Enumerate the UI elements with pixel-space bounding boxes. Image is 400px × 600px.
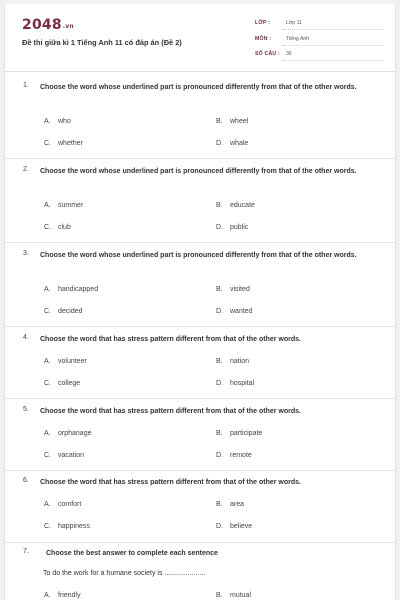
option-c[interactable] [44, 523, 90, 530]
option-letter: C. [44, 308, 51, 315]
option-text: visited [230, 286, 250, 293]
option-b[interactable] [216, 501, 244, 508]
option-d[interactable] [216, 380, 254, 387]
option-text: college [58, 380, 81, 387]
option-text: wanted [230, 308, 253, 315]
exam-page [4, 4, 396, 600]
question-number: 4. [23, 334, 29, 341]
meta-grade-label: LỚP : [255, 20, 271, 26]
option-text: wheel [230, 118, 249, 125]
option-text: whether [58, 140, 83, 147]
option-letter: C. [44, 380, 51, 387]
option-text: friendly [58, 592, 81, 599]
option-text: vacation [58, 452, 85, 459]
question-divider [5, 242, 396, 243]
question-divider [5, 542, 396, 543]
option-letter: A. [44, 118, 51, 125]
logo-suffix: .vn [62, 23, 74, 30]
option-b[interactable] [216, 202, 255, 209]
question-number: 5. [23, 406, 29, 413]
option-text: handicapped [58, 286, 99, 293]
option-text: summer [58, 202, 84, 209]
option-letter: A. [44, 202, 51, 209]
option-c[interactable] [44, 140, 83, 147]
question-text: Choose the word that has stress pattern different from that of the other words. [40, 408, 301, 415]
option-letter: A. [44, 592, 51, 599]
option-a[interactable] [44, 358, 87, 365]
option-letter: D. [216, 224, 223, 231]
question-text: Choose the best answer to complete each sentence [46, 550, 218, 557]
option-letter: C. [44, 452, 51, 459]
option-text: area [230, 501, 245, 508]
question-sentence: To do the work for a humane society is ..................... [43, 570, 206, 577]
question-divider [5, 158, 396, 159]
meta-count [255, 51, 383, 63]
meta-grade-value: Lớp 11 [286, 20, 302, 26]
option-a[interactable] [44, 501, 81, 508]
option-d[interactable] [216, 308, 253, 315]
option-letter: C. [44, 224, 51, 231]
option-letter: B. [216, 118, 223, 125]
meta-subject [255, 36, 383, 48]
option-text: participate [230, 430, 263, 437]
option-letter: D. [216, 308, 223, 315]
logo-text: 2048 [22, 17, 62, 33]
option-letter: A. [44, 430, 51, 437]
site-logo[interactable] [22, 17, 74, 33]
option-text: orphanage [58, 430, 92, 437]
option-text: who [58, 118, 71, 125]
option-letter: B. [216, 430, 223, 437]
option-c[interactable] [44, 224, 71, 231]
option-letter: C. [44, 140, 51, 147]
option-letter: A. [44, 358, 51, 365]
meta-subject-label: MÔN : [255, 36, 272, 42]
option-c[interactable] [44, 308, 83, 315]
question-text: Choose the word that has stress pattern different from that of the other words. [40, 479, 301, 486]
option-text: happiness [58, 523, 90, 530]
meta-subject-line [283, 45, 383, 46]
question-text: Choose the word whose underlined part is pronounced differently from that of the other words. [40, 84, 357, 91]
meta-grade [255, 20, 383, 32]
option-letter: A. [44, 501, 51, 508]
question-text: Choose the word whose underlined part is pronounced differently from that of the other words. [40, 168, 357, 175]
exam-title: Đề thi giữa kì 1 Tiếng Anh 11 có đáp án (Đề 2) [22, 38, 182, 47]
option-text: nation [230, 358, 250, 365]
option-letter: C. [44, 523, 51, 530]
question-number: 2. [23, 166, 29, 173]
option-d[interactable] [216, 523, 252, 530]
option-b[interactable] [216, 118, 248, 125]
option-text: hospital [230, 380, 255, 387]
option-d[interactable] [216, 140, 248, 147]
option-text: decided [58, 308, 83, 315]
option-c[interactable] [44, 380, 80, 387]
option-c[interactable] [44, 452, 84, 459]
option-letter: D. [216, 523, 223, 530]
exam-header [5, 4, 396, 72]
option-a[interactable] [44, 430, 91, 437]
meta-count-value: 36 [286, 51, 292, 57]
option-text: volunteer [58, 358, 87, 365]
option-text: club [58, 224, 71, 231]
option-a[interactable] [44, 286, 98, 293]
question-text: Choose the word that has stress pattern different from that of the other words. [40, 336, 301, 343]
option-text: comfort [58, 501, 82, 508]
option-text: mutual [230, 592, 252, 599]
option-text: whale [230, 140, 249, 147]
question-divider [5, 470, 396, 471]
meta-count-line [283, 60, 383, 61]
question-number: 6. [23, 477, 29, 484]
question-number: 3. [23, 250, 29, 257]
option-b[interactable] [216, 286, 250, 293]
meta-grade-line [283, 29, 383, 30]
option-letter: D. [216, 140, 223, 147]
option-text: public [230, 224, 249, 231]
option-letter: B. [216, 286, 223, 293]
option-text: educate [230, 202, 255, 209]
option-letter: A. [44, 286, 51, 293]
option-letter: B. [216, 202, 223, 209]
option-b[interactable] [216, 358, 249, 365]
option-text: remote [230, 452, 252, 459]
question-number: 1. [23, 82, 29, 89]
meta-count-label: SỐ CÂU : [255, 51, 280, 57]
option-a[interactable] [44, 202, 83, 209]
option-letter: B. [216, 501, 223, 508]
option-b[interactable] [216, 430, 262, 437]
option-d[interactable] [216, 224, 248, 231]
option-a[interactable] [44, 592, 81, 599]
meta-subject-value: Tiếng Anh [286, 36, 310, 42]
question-divider [5, 398, 396, 399]
question-text: Choose the word whose underlined part is pronounced differently from that of the other words. [40, 252, 357, 259]
option-b[interactable] [216, 592, 251, 599]
option-letter: B. [216, 358, 223, 365]
option-d[interactable] [216, 452, 252, 459]
option-a[interactable] [44, 118, 71, 125]
option-letter: D. [216, 452, 223, 459]
option-text: believe [230, 523, 253, 530]
option-letter: B. [216, 592, 223, 599]
option-letter: D. [216, 380, 223, 387]
question-divider [5, 326, 396, 327]
question-number: 7. [23, 548, 29, 555]
